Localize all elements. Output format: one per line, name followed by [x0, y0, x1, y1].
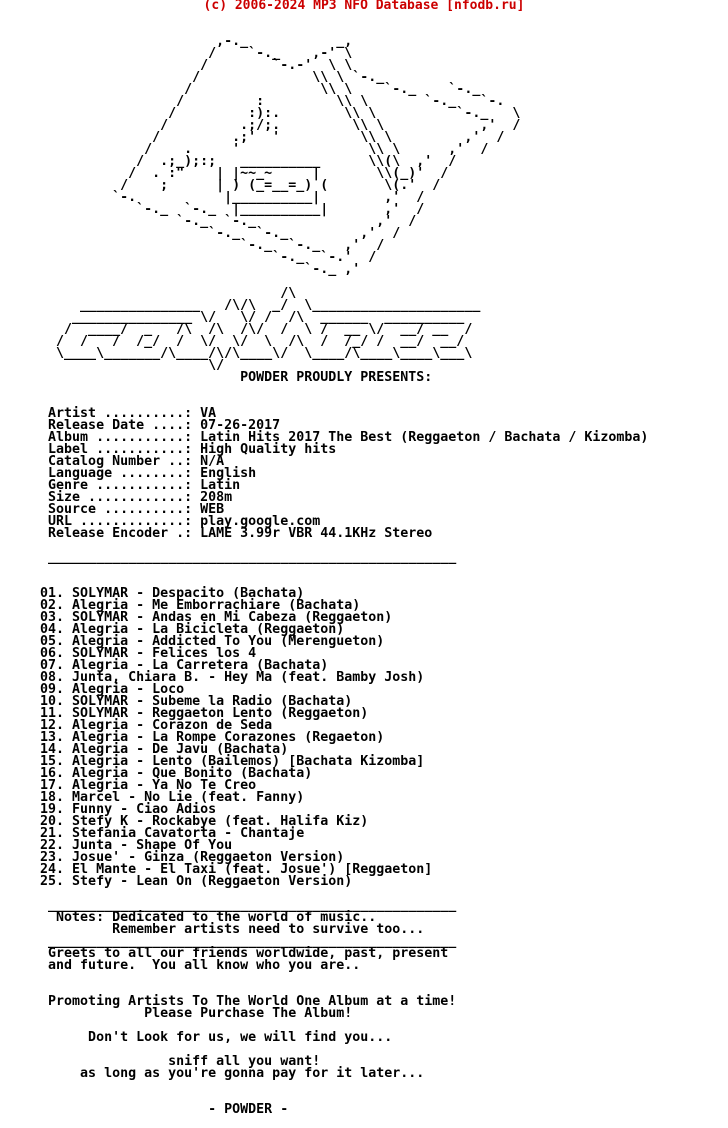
- nfo-line: 15. Alegria - Lento (Bailemos) [Bachata Kizomba]: [0, 754, 425, 769]
- nfo-line: [0, 384, 648, 396]
- nfo-line: and future. You all know who you are..: [0, 958, 361, 973]
- nfo-line: 13. Alegria - La Rompe Corazones (Regaeton): [0, 730, 385, 745]
- nfo-line: 06. SOLYMAR - Felices los 4: [0, 646, 257, 661]
- nfo-line: 23. Josue' - Ginza (Reggaeton Version): [0, 850, 345, 865]
- nfo-line: 17. Alegria - Ya No Te Creo: [0, 778, 257, 793]
- nfo-line: Promoting Artists To The World One Album at a time!: [0, 994, 457, 1009]
- nfo-line: ___________________________________________________: [0, 550, 457, 565]
- nfo-line: as long as you're gonna pay for it later...: [0, 1066, 425, 1081]
- nfo-line: / / / /_/ / \/ \/ \ /\ / /_/ / __/ __/: [0, 334, 465, 349]
- site-copyright-header: (c) 2006-2024 MP3 NFO Database [nfodb.ru]: [203, 0, 525, 13]
- nfo-line: 22. Junta - Shape Of You: [0, 838, 233, 853]
- nfo-line: Release Date ....: 07-26-2017: [0, 418, 281, 433]
- nfo-line: 02. Alegria - Me Emborrachiare (Bachata): [0, 598, 361, 613]
- nfo-line: \____\_______/\____/\/\____\/ \____/\____\____\___\: [0, 346, 473, 361]
- nfo-line: [0, 564, 648, 576]
- nfo-line: `-._ `-._ ,' /: [0, 238, 385, 253]
- nfo-line: _______________ /\/\ _/ \_____________________: [0, 298, 481, 313]
- nfo-line: 09. Alegria - Loco: [0, 682, 185, 697]
- nfo-line: / ____/ _ /\ /\ /\/ / \ / __ \/ __/ __ /: [0, 322, 473, 337]
- nfo-line: / ; | ) (_=__=_) ( \(.' /: [0, 178, 441, 193]
- nfo-line: [0, 972, 648, 984]
- nfo-line: 05. Alegria - Addicted To You (Merengueton): [0, 634, 385, 649]
- nfo-line: 16. Alegria - Que Bonito (Bachata): [0, 766, 313, 781]
- nfo-line: `-._ ,': [0, 262, 361, 277]
- nfo-line: Artist ..........: VA: [0, 406, 217, 421]
- nfo-line: / \\ \ `-._ `-._: [0, 82, 481, 97]
- nfo-line: 08. Junta, Chiara B. - Hey Ma (feat. Bamby Josh): [0, 670, 425, 685]
- nfo-line: `-._ `-._ |__________| ,' /: [0, 202, 425, 217]
- nfo-line: / `-._ ,-' \: [0, 46, 353, 61]
- nfo-line: 24. El Mante - El Taxi (feat. Josue') [Reggaeton]: [0, 862, 433, 877]
- nfo-line: / .;' ' \\ \ ,' /: [0, 130, 505, 145]
- nfo-line: ,-._ _,: [0, 34, 353, 49]
- nfo-line: 14. Alegria - De Javu (Bachata): [0, 742, 289, 757]
- nfo-line: 10. SOLYMAR - Subeme la Radio (Bachata): [0, 694, 353, 709]
- nfo-line: Label ...........: High Quality hits: [0, 442, 337, 457]
- nfo-line: Album ...........: Latin Hits 2017 The Best (Reggaeton / Bachata / Kizomba): [0, 430, 649, 445]
- nfo-line: Release Encoder .: LAME 3.99r VBR 44.1KHz Stereo: [0, 526, 433, 541]
- nfo-line: \/: [0, 358, 225, 373]
- nfo-line: Remember artists need to survive too...: [0, 922, 425, 937]
- nfo-line: 07. Alegria - La Carretera (Bachata): [0, 658, 329, 673]
- nfo-line: 19. Funny - Ciao Adios: [0, 802, 217, 817]
- nfo-line: / .;_);:; __________ \\(\ ,' /: [0, 154, 457, 169]
- nfo-line: / . :" | |~~_~ | \\(_)' /: [0, 166, 449, 181]
- nfo-line: / :):. \\ \ `-._ \: [0, 106, 521, 121]
- nfo-line: `-._ `-._ ,' /: [0, 214, 417, 229]
- nfo-line: ___________________________________________________: [0, 898, 457, 913]
- nfo-line: / . ' \\ \ ,' /: [0, 142, 489, 157]
- nfo-line: 01. SOLYMAR - Despacito (Bachata): [0, 586, 305, 601]
- nfo-line: Language ........: English: [0, 466, 257, 481]
- nfo-line: `-._ `-._ ,' /: [0, 226, 401, 241]
- nfo-line: Genre ...........: Latin: [0, 478, 241, 493]
- nfo-line: `-._ `-.' /: [0, 250, 377, 265]
- nfo-line: 18. Marcel - No Lie (feat. Fanny): [0, 790, 305, 805]
- nfo-line: Source ..........: WEB: [0, 502, 225, 517]
- nfo-line: 20. Stefy K - Rockabye (feat. Halifa Kiz): [0, 814, 369, 829]
- nfo-line: /\: [0, 286, 297, 301]
- nfo-line: Notes: Dedicated to the world of music..: [0, 910, 377, 925]
- nfo-line: / `-.-' \ \: [0, 58, 353, 73]
- nfo-line: Catalog Number ..: N/A: [0, 454, 225, 469]
- nfo-line: - POWDER -: [0, 1102, 289, 1117]
- nfo-line: / .;/;. \\ \ ,' /: [0, 118, 521, 133]
- nfo-line: URL .............: play.google.com: [0, 514, 321, 529]
- nfo-line: 21. Stefania Cavatorta - Chantaje: [0, 826, 305, 841]
- nfo-text-block: [0, 12, 648, 1116]
- nfo-line: ___________________________________________________: [0, 934, 457, 949]
- nfo-line: _______________ \/ \/ / /\ ______ __________: [0, 310, 465, 325]
- nfo-line: POWDER PROUDLY PRESENTS:: [0, 370, 433, 385]
- nfo-line: Greets to all our friends worldwide, past, present: [0, 946, 449, 961]
- nfo-line: `-. |__________| ,' /: [0, 190, 425, 205]
- nfo-line: 03. SOLYMAR - Andas en Mi Cabeza (Reggaeton): [0, 610, 393, 625]
- nfo-line: sniff all you want!: [0, 1054, 321, 1069]
- nfo-line: [0, 12, 648, 24]
- nfo-line: / : \\ \ `-._ `-.: [0, 94, 505, 109]
- nfo-line: / \\ \ `-._: [0, 70, 385, 85]
- nfo-line: 11. SOLYMAR - Reggaeton Lento (Reggaeton): [0, 706, 369, 721]
- nfo-line: 04. Alegria - La Bicicleta (Reggaeton): [0, 622, 345, 637]
- nfo-line: Don't Look for us, we will find you...: [0, 1030, 393, 1045]
- nfo-line: 12. Alegria - Corazon de Seda: [0, 718, 273, 733]
- nfo-line: Size ............: 208m: [0, 490, 233, 505]
- nfo-line: 25. Stefy - Lean On (Reggaeton Version): [0, 874, 353, 889]
- nfo-line: [0, 1080, 648, 1092]
- nfo-line: Please Purchase The Album!: [0, 1006, 353, 1021]
